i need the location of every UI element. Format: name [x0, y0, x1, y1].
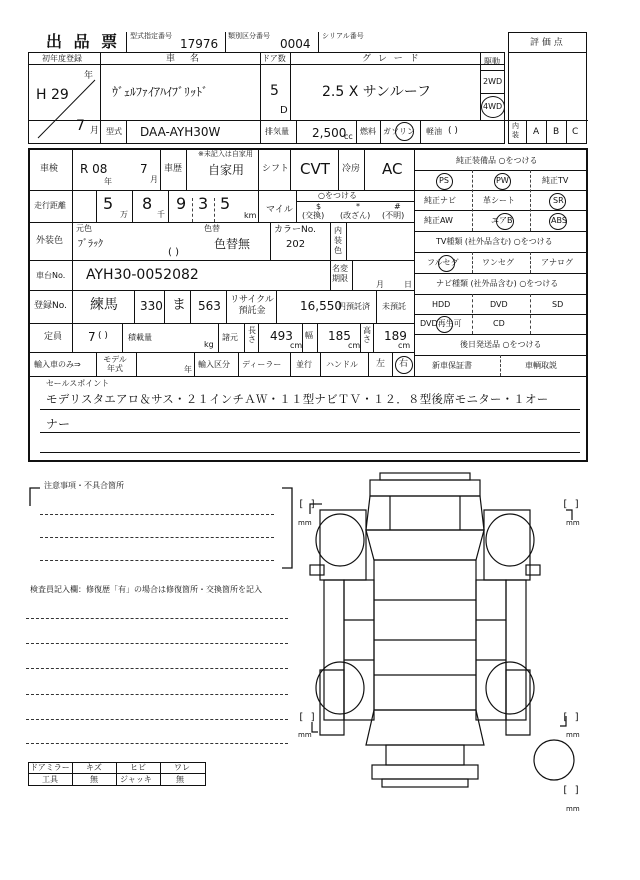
first-reg-label: 初年度登録 [42, 54, 82, 63]
equip-airbag[interactable]: エアB [491, 216, 513, 225]
import-opt-dealer[interactable]: ディーラー [242, 360, 282, 369]
color-no-label: カラーNo. [274, 225, 316, 235]
name-change-day: 日 [404, 280, 412, 289]
tire-rr-bracket: [ ] [562, 712, 581, 723]
type-label: 型式 [106, 127, 122, 136]
tools-cell-2: 無 [90, 775, 98, 784]
interior-color-label: 内装色 [334, 226, 342, 255]
tire-fr-bracket: [ ] [562, 499, 581, 510]
car-name-label: 車 名 [166, 54, 205, 64]
fuel-paren: ( ) [448, 126, 458, 136]
meter-circle-hint: ○をつける [318, 191, 357, 200]
navi-dvd-play-circle [436, 316, 453, 333]
shift-label: シフト [262, 164, 290, 174]
equip-navi[interactable]: 純正ナビ [424, 196, 456, 205]
doors-label: ドア数 [262, 54, 286, 63]
reg-class: 330 [140, 299, 163, 313]
name-change-label: 名変期限 [332, 264, 348, 283]
load-kg: kg [204, 340, 214, 349]
length-cm: cm [290, 341, 303, 350]
tools-header-2: キズ [86, 763, 102, 772]
recycle-label: リサイクル預託金 [230, 295, 274, 316]
length-label: 長さ [248, 326, 256, 344]
displacement-label: 排気量 [265, 127, 289, 136]
later-title: 後日発送品 ○をつける [460, 340, 542, 349]
equip-abs-circle [549, 213, 567, 230]
mileage-label: 走行距離 [34, 201, 66, 210]
equip-airbag-circle [496, 213, 514, 230]
interior-label: 内装 [512, 122, 519, 139]
mileage-digit-4: 3 [198, 194, 209, 213]
width-label: 幅 [305, 331, 313, 340]
sales-label: セールスポイント [46, 379, 110, 388]
reg-label: 登録No. [34, 301, 67, 311]
navi-hdd[interactable]: HDD [432, 300, 451, 309]
equip-leather[interactable]: 革シート [483, 196, 515, 205]
year-unit: 年 [84, 71, 94, 81]
shaken-r: R 08 [80, 162, 108, 176]
length-value: 493 [270, 329, 293, 343]
grade-value: 2.5 X サンルーフ [322, 84, 432, 100]
equipment-title: 純正装備品 ○をつける [456, 156, 538, 165]
meter-opt-sym-2: * [356, 202, 360, 211]
month-unit: 月 [90, 126, 100, 136]
recycle-suffix: 円預託済 [338, 302, 370, 311]
name-change-month: 月 [376, 280, 384, 289]
orig-color-label: 元色 [76, 224, 92, 233]
mileage-digit-3: 9 [176, 194, 187, 213]
history-value: 自家用 [208, 163, 245, 177]
interior-grade-a[interactable]: A [533, 127, 540, 137]
grade-label: グ レ ー ド [362, 54, 421, 64]
interior-grade-c[interactable]: C [572, 127, 579, 137]
door-suffix: D [280, 105, 288, 116]
drive-label: 駆動 [484, 57, 500, 66]
cc-unit: cc [344, 132, 353, 141]
meter-opt-txt-1[interactable]: (交換) [302, 211, 325, 220]
sales-line-1: モデリスタエアロ＆サス・２１インチＡＷ・１１型ナビＴＶ・１２．８型後席モニター・１オー [46, 392, 549, 406]
model-code-label: 型式指定番号 [130, 32, 172, 40]
notes-label: 注意事項・不具合箇所 [44, 481, 124, 490]
spare-mm: mm [566, 805, 580, 813]
height-cm: cm [398, 341, 411, 350]
sen-unit: 千 [157, 210, 165, 219]
model-year-label: モデル年式 [103, 355, 127, 373]
navi-cd[interactable]: CD [493, 319, 505, 328]
fuel-gasoline[interactable]: ガソリン [383, 127, 415, 136]
handle-right[interactable]: 右 [399, 359, 409, 369]
equip-sr-circle [549, 193, 566, 210]
spare-bracket: [ ] [562, 785, 581, 796]
color-change-label: 色替 [204, 224, 220, 233]
fuel-diesel[interactable]: 軽油 [426, 127, 442, 136]
page-title: 出 品 票 [46, 32, 121, 51]
navi-title: ナビ種類 (社外品含む) ○をつける [436, 279, 559, 288]
equip-ps-circle [436, 173, 453, 190]
load-label: 積載量 [128, 333, 152, 342]
import-opt-parallel[interactable]: 並行 [296, 360, 312, 369]
tools-cell-4: 無 [176, 775, 184, 784]
import-label: 輸入車のみ⇒ [34, 360, 81, 369]
ac-label: 冷房 [342, 164, 361, 174]
navi-dvd-play[interactable]: DVD再生可 [420, 319, 462, 328]
car-name: ｳﾞｪﾙﾌｧｲｱﾊｲﾌﾞﾘｯﾄﾞ [112, 85, 209, 99]
tools-cell-3: ジャッキ [120, 775, 152, 784]
equip-tv[interactable]: 純正TV [542, 176, 569, 185]
handle-right-circle [395, 356, 413, 374]
meter-opt-txt-2[interactable]: (改ざん) [340, 211, 371, 220]
shaken-year-unit: 年 [104, 177, 112, 186]
category-label: 類別区分番号 [228, 32, 270, 40]
equip-ps[interactable]: PS [439, 176, 449, 185]
fuel-label: 燃料 [360, 127, 376, 136]
color-change-value: 色替無 [214, 237, 251, 251]
tire-fl-bracket: [ ] [298, 499, 317, 510]
tire-rr-mm: mm [566, 731, 580, 739]
tools-header-4: ワレ [174, 763, 190, 772]
first-reg-era: H 29 [36, 87, 69, 103]
reg-place: 練馬 [90, 297, 118, 313]
car-body-diagram [290, 470, 600, 810]
tire-rl-mm: mm [298, 731, 312, 739]
inspector-label: 検査員記入欄：修復歴「有」の場合は修復箇所・交換箇所を記入 [30, 585, 262, 594]
mileage-digit-1: 5 [103, 194, 114, 213]
equip-pw-circle [494, 173, 511, 190]
tools-header-3: ヒビ [130, 763, 146, 772]
tv-title: TV種類 (社外品含む) ○をつける [436, 237, 553, 246]
tv-fullseg[interactable]: フルセグ [427, 258, 459, 267]
recycle-unpaid[interactable]: 未預託 [382, 302, 406, 311]
history-label: 車歴 [164, 164, 183, 174]
sales-line-2: ナー [46, 417, 71, 431]
serial-label: シリアル番号 [322, 32, 364, 40]
recycle-amount: 16,550 [300, 299, 342, 313]
meter-opt-sym-1: $ [316, 202, 322, 211]
category-value: 0004 [280, 37, 311, 51]
first-reg-month: 7 [76, 118, 85, 134]
drive-4wd-circle [481, 96, 505, 118]
tv-fullseg-circle [438, 255, 455, 272]
height-label: 高さ [363, 326, 371, 344]
navi-dvd[interactable]: DVD [490, 300, 508, 309]
mileage-digit-2: 8 [142, 194, 153, 213]
man-unit: 万 [120, 210, 128, 219]
drive-4wd[interactable]: 4WD [483, 102, 503, 111]
width-value: 185 [328, 329, 351, 343]
tire-fl-mm: mm [298, 519, 312, 527]
reg-kana: ま [172, 297, 186, 313]
orig-color-value: ﾌﾞﾗｯｸ [78, 239, 103, 250]
drive-2wd[interactable]: 2WD [483, 77, 503, 86]
meter-opt-txt-3[interactable]: (不明) [382, 211, 405, 220]
equip-sr[interactable]: SR [553, 196, 564, 205]
shaken-month: 7 [140, 162, 148, 176]
history-note: ※未記入は自家用 [198, 150, 253, 158]
displacement-value: 2,500 [312, 126, 347, 140]
shaken-label: 車検 [40, 164, 59, 174]
tools-cell-1: 工具 [42, 775, 58, 784]
capacity-value: 7 [88, 330, 96, 344]
chassis-value: AYH30-0052082 [86, 267, 199, 283]
meter-opt-sym-3: # [394, 202, 401, 211]
color-change-paren: ( ) [168, 247, 179, 258]
tools-header-1: ドアミラー [30, 763, 70, 772]
tire-fr-mm: mm [566, 519, 580, 527]
width-cm: cm [348, 341, 361, 350]
tv-analog[interactable]: アナログ [541, 258, 573, 267]
km-unit: km [244, 211, 257, 220]
tire-rl-bracket: [ ] [298, 712, 317, 723]
ac-value: AC [382, 160, 403, 178]
equip-aw[interactable]: 純正AW [424, 216, 453, 225]
later-manual[interactable]: 車輌取説 [525, 361, 557, 370]
exterior-label: 外装色 [36, 236, 64, 246]
handle-label: ハンドル [326, 360, 358, 369]
equip-abs[interactable]: ABS [551, 216, 567, 225]
shaken-month-unit: 月 [150, 175, 158, 184]
model-code-value: 17976 [180, 37, 219, 51]
capacity-label: 定員 [44, 332, 63, 342]
handle-left[interactable]: 左 [376, 359, 386, 369]
mile-label: マイル [266, 205, 293, 215]
import-class-label: 輸入区分 [198, 360, 230, 369]
reg-number: 563 [198, 299, 221, 313]
equip-pw[interactable]: PW [496, 176, 509, 185]
interior-grade-b[interactable]: B [553, 127, 560, 137]
navi-sd[interactable]: SD [552, 300, 564, 309]
model-year-nen: 年 [184, 365, 192, 374]
shift-value: CVT [300, 160, 330, 178]
height-value: 189 [384, 329, 407, 343]
doors-value: 5 [270, 83, 279, 99]
later-warranty[interactable]: 新車保証書 [432, 361, 472, 370]
color-no-value: 202 [286, 239, 306, 250]
rating-label: 評 価 点 [530, 38, 563, 48]
chassis-label: 車台No. [36, 271, 66, 280]
dims-label: 諸元 [222, 333, 238, 342]
type-value: DAA-AYH30W [140, 125, 221, 139]
mileage-digit-5: 5 [220, 194, 231, 213]
capacity-paren: ( ) [98, 331, 108, 341]
tv-oneseg[interactable]: ワンセグ [482, 258, 514, 267]
fuel-gasoline-circle [395, 122, 414, 141]
